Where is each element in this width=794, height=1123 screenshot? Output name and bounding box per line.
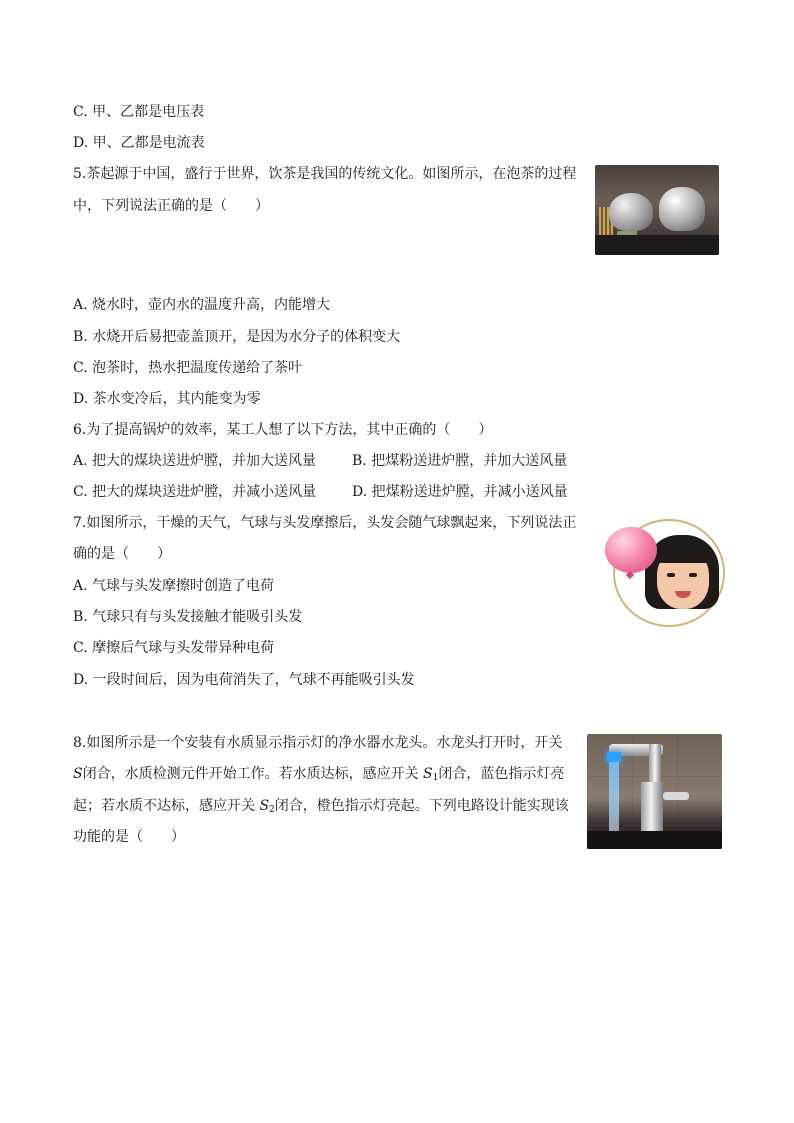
question-5-option-b: B. 水烧开后易把壶盖顶开，是因为水分子的体积变大 [73,329,401,345]
question-7-option-b: B. 气球只有与头发接触才能吸引头发 [73,609,303,625]
question-7-option-a: A. 气球与头发摩擦时创造了电荷 [73,578,275,594]
balloon-hair-photo [605,517,721,622]
question-7-option-c: C. 摩擦后气球与头发带异种电荷 [73,640,275,656]
switch-s2-subscript: 2 [269,805,275,815]
question-7-stem-line-2: 确的是（ ） [73,546,171,562]
switch-s-symbol: S [73,766,83,782]
question-7-option-d: D. 一段时间后，因为电荷消失了，气球不再能吸引头发 [73,672,415,688]
q8-line2-part-d: 闭合，蓝色指示灯亮 [438,766,565,782]
tea-kettle-photo [595,165,719,255]
q8-line2-part-b: 闭合，水质检测元件开始工作。若水质达标，感应开关 [82,766,424,782]
question-5-option-c: C. 泡茶时，热水把温度传递给了茶叶 [73,360,303,376]
question-4-option-c: C. 甲、乙都是电压表 [73,104,205,120]
question-6-option-d: D. 把煤粉送进炉膛，并减小送风量 [352,484,568,500]
question-5-stem-line-1: 5.茶起源于中国，盛行于世界，饮茶是我国的传统文化。如图所示，在泡茶的过程 [73,166,577,182]
question-7-stem-line-1: 7.如图所示，干燥的天气，气球与头发摩擦后，头发会随气球飘起来，下列说法正 [73,515,577,531]
question-4-option-d: D. 甲、乙都是电流表 [73,135,205,151]
q8-line3-part-c: 闭合，橙色指示灯亮起。下列电路设计能实现该 [274,798,569,814]
question-6-stem: 6.为了提高锅炉的效率，某工人想了以下方法，其中正确的（ ） [73,422,493,438]
question-6-option-c: C. 把大的煤块送进炉膛，并减小送风量 [73,484,317,500]
question-8-stem-line-4: 功能的是（ ） [73,829,185,845]
switch-s1-symbol: S [423,766,433,782]
question-8-stem-line-2 [73,764,564,788]
question-8-stem-line-3 [73,796,569,820]
faucet-photo [587,734,722,849]
question-6-option-a: A. 把大的煤块送进炉膛，并加大送风量 [73,453,317,469]
switch-s1-subscript: 1 [432,773,439,783]
question-5-stem-line-2: 中，下列说法正确的是（ ） [73,198,269,214]
question-5-option-d: D. 茶水变冷后，其内能变为零 [73,391,261,407]
switch-s2-symbol: S [259,798,270,814]
question-6-option-b: B. 把煤粉送进炉膛，并加大送风量 [352,453,568,469]
question-5-option-a: A. 烧水时，壶内水的温度升高，内能增大 [73,297,331,313]
q8-line3-part-a: 起；若水质不达标，感应开关 [73,798,260,814]
question-8-stem-line-1: 8.如图所示是一个安装有水质显示指示灯的净水器水龙头。水龙头打开时，开关 [73,735,563,751]
